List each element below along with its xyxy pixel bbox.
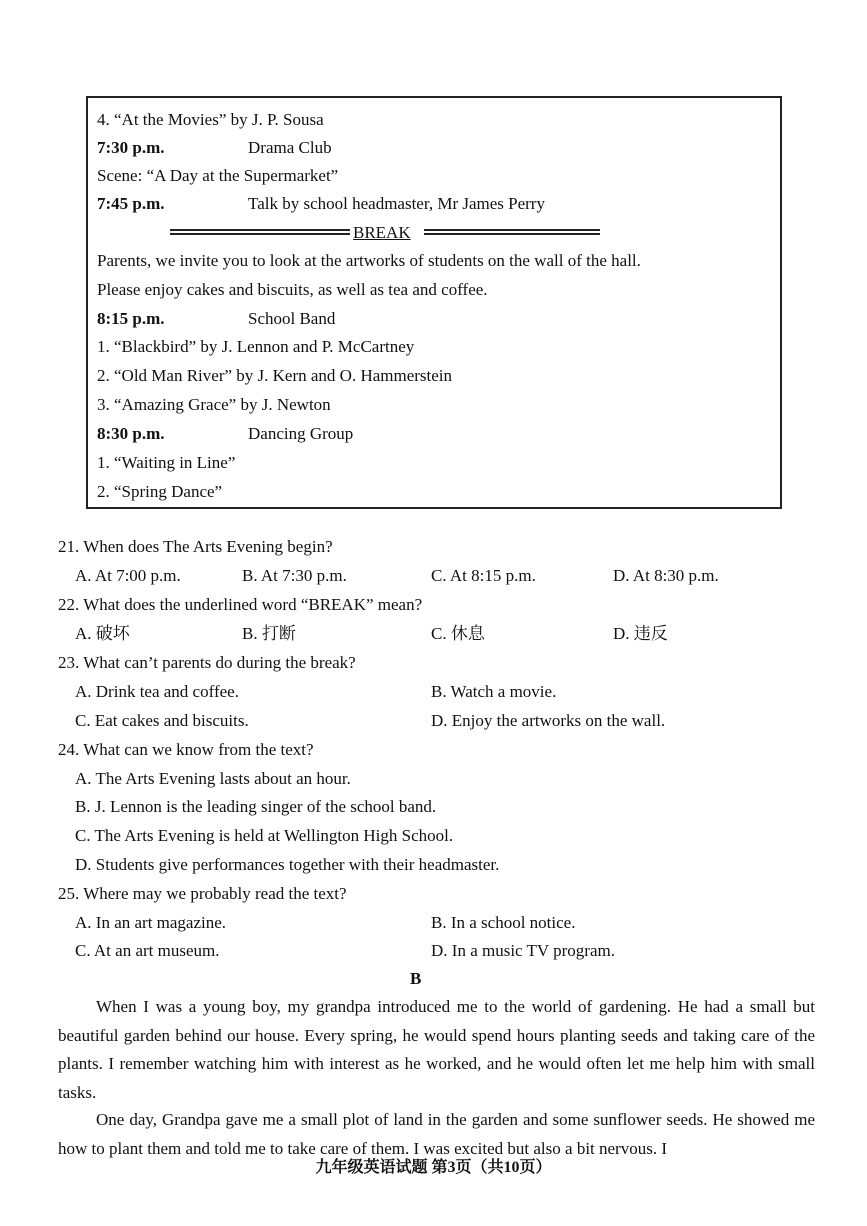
section-b-heading: B (410, 969, 422, 988)
band-item: 3. “Amazing Grace” by J. Newton (97, 395, 331, 414)
question-24-option-b: B. J. Lennon is the leading singer of the school band. (75, 797, 437, 816)
band-label: School Band (248, 309, 336, 328)
question-24-option-a: A. The Arts Evening lasts about an hour. (75, 769, 351, 788)
question-21-option-b: B. At 7:30 p.m. (242, 566, 347, 585)
band-item: 2. “Old Man River” by J. Kern and O. Hammerstein (97, 366, 453, 385)
talk-time: 7:45 p.m. (97, 194, 165, 213)
question-21-option-c: C. At 8:15 p.m. (431, 566, 536, 585)
question-23-option-a: A. Drink tea and coffee. (75, 682, 239, 701)
question-23-option-c: C. Eat cakes and biscuits. (75, 711, 249, 730)
dance-label: Dancing Group (248, 424, 354, 443)
section-b-paragraph-2-text: One day, Grandpa gave me a small plot of land in the garden and some sunflower seeds. He showed me how to plant them and told me to take care of them. I was excited but also a bit nervous. I (58, 1110, 815, 1158)
question-23-option-b: B. Watch a movie. (431, 682, 557, 701)
question-24-option-c: C. The Arts Evening is held at Wellington High School. (75, 826, 454, 845)
question-25-option-a: A. In an art magazine. (75, 913, 227, 932)
section-b-paragraph-1 (58, 993, 815, 1107)
band-time: 8:15 p.m. (97, 309, 165, 328)
scene-line: Scene: “A Day at the Supermarket” (97, 166, 339, 185)
question-23-stem: 23. What can’t parents do during the break? (58, 653, 356, 672)
question-25-option-c: C. At an art museum. (75, 941, 220, 960)
question-22-option-d: D. 违反 (613, 624, 668, 643)
parents-line-2: Please enjoy cakes and biscuits, as well as tea and coffee. (97, 280, 488, 299)
parents-line-1: Parents, we invite you to look at the artworks of students on the wall of the hall. (97, 251, 641, 270)
question-21-option-d: D. At 8:30 p.m. (613, 566, 719, 585)
question-25-option-b: B. In a school notice. (431, 913, 576, 932)
program-box (86, 96, 782, 509)
page-footer: 九年级英语试题 第3页（共10页） (315, 1159, 552, 1176)
dance-time: 8:30 p.m. (97, 424, 165, 443)
break-word: BREAK (353, 223, 411, 242)
question-22-option-a: A. 破坏 (75, 624, 130, 643)
program-line-movies: 4. “At the Movies” by J. P. Sousa (97, 110, 324, 129)
question-24-option-d: D. Students give performances together with their headmaster. (75, 855, 500, 874)
section-b-paragraph-1-text: When I was a young boy, my grandpa introduced me to the world of gardening. He had a small but beautiful garden behind our house. Every spring, he would spend hours planting seeds and taking care of the plants. I remember watching him with interest as he worked, and he would often let me help him with small tasks. (58, 997, 815, 1102)
drama-time: 7:30 p.m. (97, 138, 165, 157)
question-25-option-d: D. In a music TV program. (431, 941, 615, 960)
question-21-option-a: A. At 7:00 p.m. (75, 566, 181, 585)
question-22-option-b: B. 打断 (242, 624, 296, 643)
talk-label: Talk by school headmaster, Mr James Perry (248, 194, 545, 213)
question-21-stem: 21. When does The Arts Evening begin? (58, 537, 333, 556)
question-23-option-d: D. Enjoy the artworks on the wall. (431, 711, 666, 730)
question-22-stem: 22. What does the underlined word “BREAK” mean? (58, 595, 423, 614)
break-divider-left (170, 229, 350, 235)
question-25-stem: 25. Where may we probably read the text? (58, 884, 347, 903)
section-b-paragraph-2 (58, 1106, 815, 1163)
dance-item: 2. “Spring Dance” (97, 482, 223, 501)
drama-label: Drama Club (248, 138, 332, 157)
band-item: 1. “Blackbird” by J. Lennon and P. McCartney (97, 337, 415, 356)
question-24-stem: 24. What can we know from the text? (58, 740, 314, 759)
dance-item: 1. “Waiting in Line” (97, 453, 236, 472)
break-divider-right (424, 229, 600, 235)
question-22-option-c: C. 休息 (431, 624, 485, 643)
